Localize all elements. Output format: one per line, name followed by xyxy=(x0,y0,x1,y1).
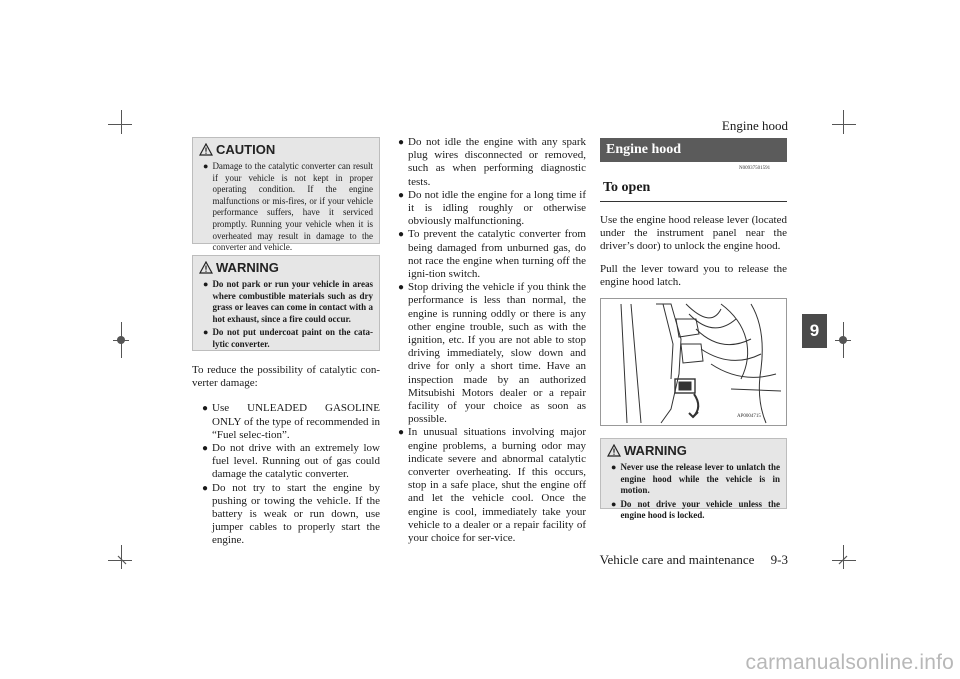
footer-page-number: 9-3 xyxy=(770,552,788,567)
bullet-item: ● Do not try to start the engine by pushing or towing the vehicle. If the battery is weak or run down, use jumper cables to properly start the engine. xyxy=(202,481,380,547)
registration-mark-icon xyxy=(114,333,128,347)
warning-header xyxy=(601,439,786,458)
warning-triangle-icon xyxy=(199,261,213,274)
warning-label: WARNING xyxy=(624,442,687,458)
paragraph: Use the engine hood release lever (located under the instrument panel near the driver’s door) to unlock the engine hood. xyxy=(600,214,787,253)
caution-header xyxy=(193,138,379,157)
bullet-item: ● Use UNLEADED GASOLINE ONLY of the type of recommended in “Fuel selec-tion”. xyxy=(202,402,380,441)
watermark: carmanualsonline.info xyxy=(745,651,954,674)
bullet-item: ● Do not idle the engine with any spark plug wires disconnected or removed, such as when performing diagnostic tests. xyxy=(398,136,586,188)
footer-section: Vehicle care and maintenance xyxy=(599,552,755,567)
bullet-item: ● In unusual situations involving major engine problems, a burning odor may indicate severe and abnormal catalytic converter overheating. If this occurs, stop in a safe place, shut the engine off and let the vehicle cool. Once the engine is cool, immediately take your vehicle to a dealer or a repair facility of your choice for ser-vice. xyxy=(398,426,586,545)
section-code: N00937501591 xyxy=(739,166,771,171)
paragraph: Pull the lever toward you to release the engine hood latch. xyxy=(600,262,787,288)
figure-code: AP0004715 xyxy=(737,414,761,419)
bullet-item: ● Do not drive with an extremely low fuel level. Running out of gas could damage the catalytic converter. xyxy=(202,442,380,481)
caution-item: ● Damage to the catalytic converter can result if your vehicle is not kept in proper operating condition. If the engine malfunctions or mis-fires, or if your vehicle performance suffers, have it serviced promptly. Running your vehicle when it is overheated may result in damage to the converter and vehicle. xyxy=(203,161,373,253)
intro-paragraph: To reduce the possibility of catalytic con-verter damage: xyxy=(192,364,380,390)
corner-mark-icon xyxy=(115,553,129,567)
warning-item: ● Do not drive your vehicle unless the engine hood is locked. xyxy=(611,498,780,521)
warning-triangle-icon xyxy=(607,444,621,457)
corner-mark-icon xyxy=(836,553,850,567)
warning-item: ● Do not park or run your vehicle in areas where combustible materials such as dry grass or leaves can come in contact with a hot exhaust, since a fire could occur. xyxy=(203,279,373,324)
warning-box xyxy=(600,438,787,521)
page-footer xyxy=(600,552,788,568)
column-3-text xyxy=(600,214,787,289)
warning-box xyxy=(192,255,380,351)
registration-mark-icon xyxy=(836,333,850,347)
page-header-title: Engine hood xyxy=(721,118,788,133)
column-1-text xyxy=(192,364,380,548)
bullet-item: ● Do not idle the engine for a long time if it is idling roughly or otherwise obviously malfunctioning. xyxy=(398,188,586,228)
hood-release-lever-figure xyxy=(600,298,787,426)
bullet-item: ● To prevent the catalytic converter from being damaged from unburned gas, do not race the engine when turning off the igni-tion switch. xyxy=(398,228,586,281)
caution-label: CAUTION xyxy=(216,141,276,157)
warning-item: ● Do not put undercoat paint on the cata-lytic converter. xyxy=(203,327,373,349)
warning-item: ● Never use the release lever to unlatch the engine hood while the vehicle is in motion. xyxy=(611,462,780,496)
hood-release-lever-illustration xyxy=(601,299,786,425)
caution-box xyxy=(192,137,380,253)
warning-header xyxy=(193,256,379,275)
warning-triangle-icon xyxy=(199,143,213,156)
bullet-item: ● Stop driving the vehicle if you think the performance is less than normal, the engine is running oddly or there is any other engine trouble, such as with the ignition, etc. If you are not able to stop driving immediately, slow down and drive for only a short time. Have an inspection made by an authorized Mitsubishi Motors dealer or a repair facility of your choice as soon as possible. xyxy=(398,281,586,426)
section-title-bar: Engine hood xyxy=(600,138,787,162)
subsection-title: To open xyxy=(600,180,787,202)
warning-label: WARNING xyxy=(216,259,279,275)
chapter-tab: 9 xyxy=(802,314,827,348)
column-2-text xyxy=(398,136,586,545)
